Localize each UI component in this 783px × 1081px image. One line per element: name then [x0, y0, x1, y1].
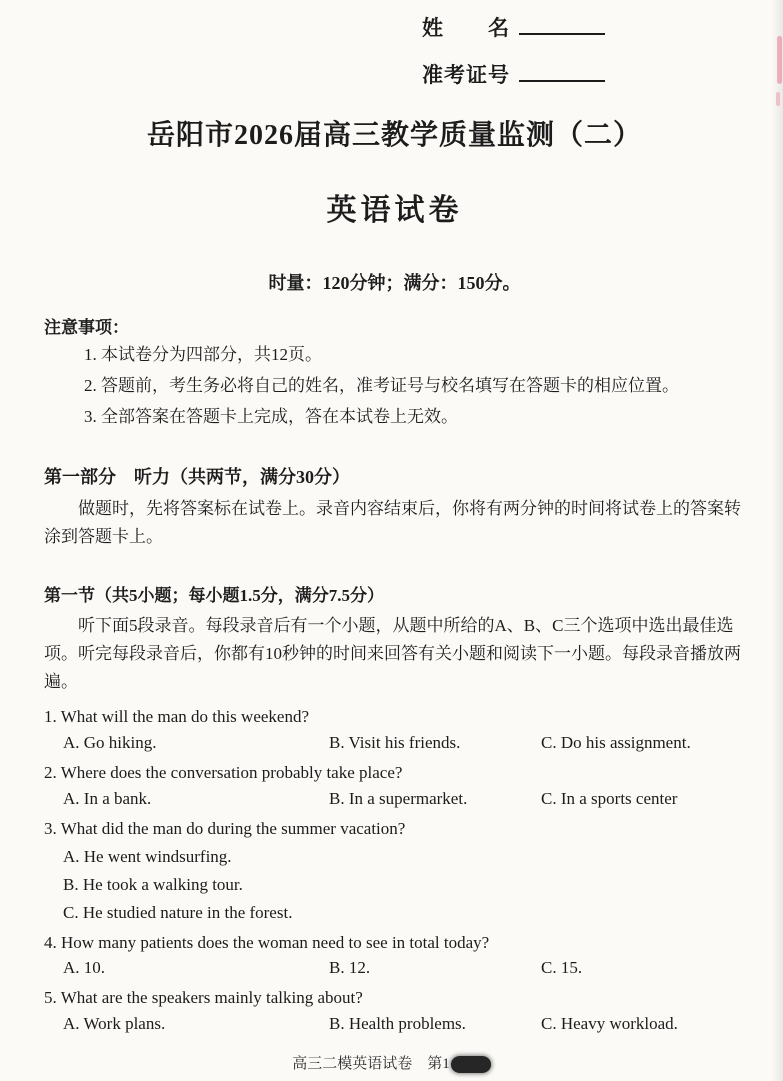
scan-edge-shade: [771, 0, 783, 1081]
section1-instructions: 听下面5段录音。每段录音后有一个小题，从题中所给的A、B、C三个选项中选出最佳选项。听完每段录音后，你都有10秒钟的时间来回答有关小题和阅读下一小题。每段录音播放两遍。: [44, 615, 741, 691]
question-3: [44, 818, 745, 925]
question-list: [44, 706, 745, 1036]
question-3-option-a: A. He went windsurfing.: [63, 846, 232, 866]
page-footer: [0, 1052, 783, 1073]
question-4-options: [44, 957, 745, 980]
question-3-option-b: B. He took a walking tour.: [63, 874, 243, 894]
question-2-options: [44, 788, 745, 811]
notice-item-3: 3. 全部答案在答题卡上完成，答在本试卷上无效。: [84, 406, 458, 426]
question-1-option-c: C. Do his assignment.: [541, 732, 691, 752]
question-2-option-b: B. In a supermarket.: [329, 788, 468, 808]
name-field: [422, 12, 745, 42]
question-4-option-b: B. 12.: [329, 958, 371, 978]
exam-title: 岳阳市2026届高三教学质量监测（二）: [146, 120, 642, 151]
question-1: [44, 706, 745, 755]
question-3-option-c: C. He studied nature in the forest.: [63, 902, 293, 922]
question-4-option-c: C. 15.: [541, 958, 583, 978]
notice-item-2: 2. 答题前，考生务必将自己的姓名，准考证号与校名填写在答题卡的相应位置。: [84, 375, 679, 395]
question-2-option-c: C. In a sports center: [541, 788, 678, 808]
scan-artifact-red-small: [776, 92, 780, 106]
question-5-option-a: A. Work plans.: [63, 1014, 166, 1034]
scan-smudge: [451, 1056, 491, 1073]
notice-heading: 注意事项：: [44, 318, 129, 337]
question-3-options: [44, 846, 745, 925]
footer-text: 高三二模英语试卷 第1: [292, 1055, 450, 1072]
question-2-text: 2. Where does the conversation probably take place?: [44, 762, 403, 782]
name-field-underline: [519, 14, 605, 35]
question-4-option-a: A. 10.: [63, 958, 106, 978]
question-5-option-b: B. Health problems.: [329, 1014, 466, 1034]
scan-artifact-red: [777, 36, 782, 84]
question-1-option-a: A. Go hiking.: [63, 732, 157, 752]
question-5: [44, 987, 745, 1036]
question-1-option-b: B. Visit his friends.: [329, 732, 461, 752]
question-5-options: [44, 1013, 745, 1036]
notice-item-1: 1. 本试卷分为四部分，共12页。: [84, 345, 322, 364]
section1-heading: 第一节（共5小题；每小题1.5分，满分7.5分）: [44, 585, 384, 605]
part1-heading: 第一部分 听力（共两节，满分30分）: [44, 466, 350, 487]
question-4-text: 4. How many patients does the woman need to see in total today?: [44, 932, 490, 952]
question-1-options: [44, 732, 745, 755]
name-field-label: 姓 名: [422, 16, 510, 40]
exam-subject-title: 英语试卷: [326, 194, 463, 227]
admission-ticket-field: [422, 59, 745, 89]
part1-instructions: 做题时，先将答案标在试卷上。录音内容结束后，你将有两分钟的时间将试卷上的答案转涂到答题卡上。: [44, 498, 741, 546]
question-3-text: 3. What did the man do during the summer vacation?: [44, 818, 406, 838]
admission-ticket-label: 准考证号: [422, 63, 510, 87]
question-2-option-a: A. In a bank.: [63, 788, 152, 808]
question-1-text: 1. What will the man do this weekend?: [44, 707, 310, 727]
question-5-text: 5. What are the speakers mainly talking about?: [44, 988, 363, 1008]
question-4: [44, 932, 745, 981]
question-2: [44, 762, 745, 811]
exam-duration-score: 时量：120分钟；满分：150分。: [268, 273, 521, 293]
header-fill-in-fields: [422, 12, 745, 89]
admission-ticket-underline: [519, 61, 605, 82]
question-5-option-c: C. Heavy workload.: [541, 1014, 678, 1034]
